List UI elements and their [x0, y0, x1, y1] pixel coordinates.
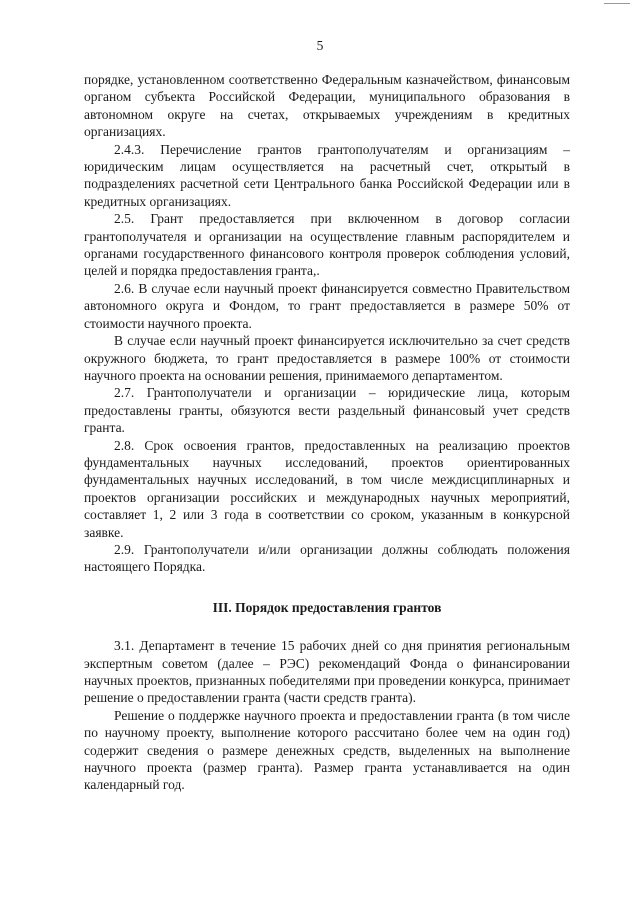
paragraph-2-4-3: 2.4.3. Перечисление грантов грантополучателям и организациям – юридическим лицам осуществляется на расчетный счет, открытый в подразделениях расчетной сети Центрального банка Российской Федерации или в кредитных организациях. [84, 141, 570, 209]
paragraph-3-1: 3.1. Департамент в течение 15 рабочих дней со дня принятия региональным экспертным советом (далее – РЭС) рекомендаций Фонда о финансировании научных проектов, признанных победителями при проведении конкурса, принимает решение о предоставлении гранта (части средств гранта). [84, 638, 570, 706]
paragraph-2-6: 2.6. В случае если научный проект финансируется совместно Правительством автономного округа и Фондом, то грант предоставляется в размере 50% от стоимости научного проекта. [84, 280, 570, 331]
section-3-text [84, 637, 570, 794]
section-heading: III. Порядок предоставления грантов [212, 599, 442, 615]
paragraph-2-6-second: В случае если научный проект финансируется исключительно за счет средств окружного бюджета, то грант предоставляется в размере 100% от стоимости научного проекта на основании решения, принимаемого департаментом. [84, 333, 570, 383]
section-2-text [84, 71, 570, 576]
paragraph-2-9: 2.9. Грантополучатели и/или организации должны соблюдать положения настоящего Порядка. [84, 541, 570, 575]
paragraph-continuation: порядке, установленном соответственно Федеральным казначейством, финансовым органом субъекта Российской Федерации, муниципального образования в автономном округе на счетах, открываемых учреждениям в кредитных организациях. [84, 72, 570, 140]
paragraph-2-8: 2.8. Срок освоения грантов, предоставленных на реализацию проектов фундаментальных научных исследований, проектов ориентированных фундаментальных научных исследований, в том числе междисциплинарных и проектов организации российских и международных научных мероприятий, составляет 1, 2 или 3 года в соответствии со сроком, указанным в конкурсной заявке. [84, 437, 570, 540]
paragraph-3-1-second: Решение о поддержке научного проекта и предоставлении гранта (в том числе по научному проекту, выполнение которого рассчитано более чем на один год) содержит сведения о размере денежных средств, выделенных на выполнение научного проекта (размер гранта). Размер гранта устанавливается на один календарный год. [84, 707, 570, 793]
page-number: 5 [316, 38, 324, 53]
paragraph-2-7: 2.7. Грантополучатели и организации – юридические лица, которым предоставлены гранты, обязуются вести раздельный финансовый учет средств гранта. [84, 385, 570, 436]
corner-mark [604, 3, 630, 4]
document-body [84, 71, 570, 794]
paragraph-2-5: 2.5. Грант предоставляется при включенном в договор согласии грантополучателя и организации на осуществление главным распорядителем и органами государственного финансового контроля проверок соблюдения условий, целей и порядка предоставления гранта,. [84, 211, 570, 279]
